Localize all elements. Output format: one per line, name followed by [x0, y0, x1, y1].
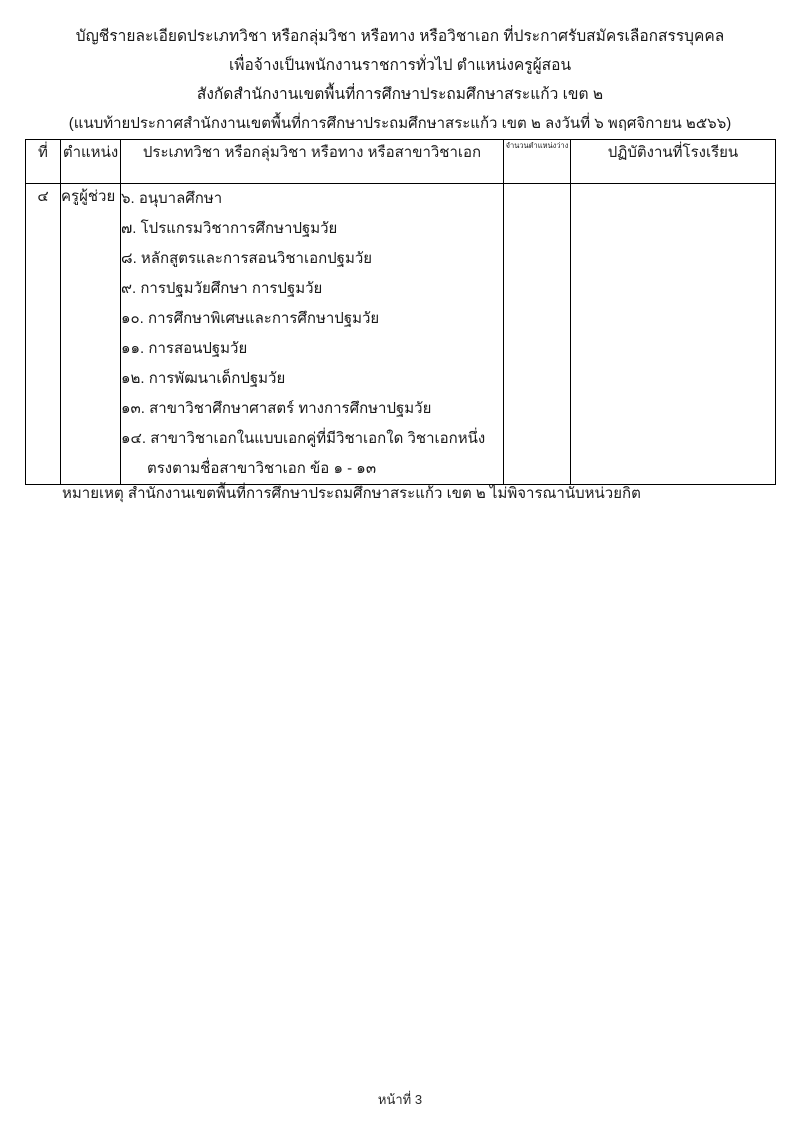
cell-position: ครูผู้ช่วย — [61, 184, 121, 485]
column-header-vacancy: จำนวนตำแหน่งว่าง — [504, 140, 571, 184]
cell-subject — [121, 184, 504, 485]
list-item: ๙. การปฐมวัยศึกษา การปฐมวัย — [121, 280, 323, 297]
heading-line-4: (แนบท้ายประกาศสำนักงานเขตพื้นที่การศึกษาประถมศึกษาสระแก้ว เขต ๒ ลงวันที่ ๖ พฤศจิกายน ๒๕๖๖) — [68, 115, 732, 132]
list-item-continuation: ตรงตามชื่อสาขาวิชาเอก ข้อ ๑ - ๑๓ — [147, 460, 377, 477]
list-item: ๑๓. สาขาวิชาศึกษาศาสตร์ ทางการศึกษาปฐมวัย — [121, 400, 432, 417]
subject-list — [121, 184, 503, 484]
cell-school — [571, 184, 776, 485]
heading-line-3: สังกัดสำนักงานเขตพื้นที่การศึกษาประถมศึกษาสระแก้ว เขต ๒ — [196, 86, 604, 103]
table-header — [26, 140, 776, 184]
list-item: ๖. อนุบาลศึกษา — [121, 190, 223, 207]
list-item: ๑๐. การศึกษาพิเศษและการศึกษาปฐมวัย — [121, 310, 380, 327]
column-header-subject: ประเภทวิชา หรือกลุ่มวิชา หรือทาง หรือสาขาวิชาเอก — [121, 140, 504, 184]
list-item: ๘. หลักสูตรและการสอนวิชาเอกปฐมวัย — [121, 250, 373, 267]
list-item: ๑๑. การสอนปฐมวัย — [121, 340, 248, 357]
heading-line-2: เพื่อจ้างเป็นพนักงานราชการทั่วไป ตำแหน่งครูผู้สอน — [228, 57, 572, 74]
detail-table — [25, 139, 776, 485]
list-item: ๗. โปรแกรมวิชาการศึกษาปฐมวัย — [121, 220, 338, 237]
column-header-school: ปฏิบัติงานที่โรงเรียน — [571, 140, 776, 184]
cell-no: ๔ — [26, 184, 61, 485]
cell-vacancy — [504, 184, 571, 485]
page-footer: หน้าที่ 3 — [377, 1092, 423, 1107]
detail-table-container — [25, 139, 775, 485]
column-header-no: ที่ — [26, 140, 61, 184]
table-row — [26, 184, 776, 485]
table-body — [26, 184, 776, 485]
list-item: ๑๒. การพัฒนาเด็กปฐมวัย — [121, 370, 286, 387]
column-header-position: ตำแหน่ง — [61, 140, 121, 184]
document-heading — [0, 0, 800, 138]
list-item: ๑๔. สาขาวิชาเอกในแบบเอกคู่ที่มีวิชาเอกใด วิชาเอกหนึ่ง — [121, 430, 486, 447]
table-header-row — [26, 140, 776, 184]
document-note: หมายเหตุ สำนักงานเขตพื้นที่การศึกษาประถมศึกษาสระแก้ว เขต ๒ ไม่พิจารณานับหน่วยกิต — [62, 485, 641, 502]
heading-line-1: บัญชีรายละเอียดประเภทวิชา หรือกลุ่มวิชา หรือทาง หรือวิชาเอก ที่ประกาศรับสมัครเลือกสรรบุคคล — [75, 28, 725, 45]
